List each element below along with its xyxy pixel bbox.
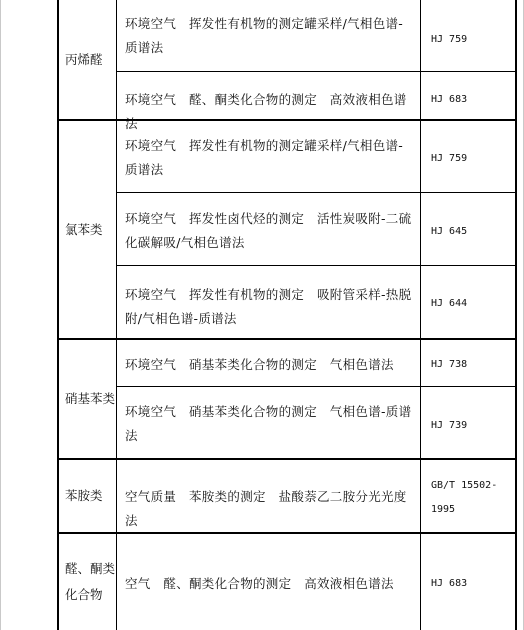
method-text: 空气 醛、酮类化合物的测定 高效液相色谱法 xyxy=(125,576,394,591)
standard-code: HJ 644 xyxy=(431,298,468,309)
method-text: 环境空气 挥发性卤代烃的测定 活性炭吸附-二硫化碳解吸/气相色谱法 xyxy=(125,211,412,250)
column-divider-name xyxy=(116,0,117,630)
method-text: 环境空气 醛、酮类化合物的测定 高效液相色谱法 xyxy=(125,92,407,131)
row-separator xyxy=(116,192,517,193)
standard-code: HJ 739 xyxy=(431,420,468,431)
column-divider-method xyxy=(420,0,421,630)
pollutant-name: 醛、酮类化合物 xyxy=(65,561,116,602)
standard-code: HJ 683 xyxy=(431,94,468,105)
row-separator xyxy=(116,386,517,387)
group-separator xyxy=(57,458,517,460)
table-border-right xyxy=(515,0,517,630)
method-text: 环境空气 硝基苯类化合物的测定 气相色谱法 xyxy=(125,357,394,372)
standard-code: HJ 759 xyxy=(431,153,468,164)
standard-code: GB/T 15502-1995 xyxy=(431,480,498,515)
method-text: 环境空气 挥发性有机物的测定罐采样/气相色谱-质谱法 xyxy=(125,138,404,177)
pollutant-name: 丙烯醛 xyxy=(65,51,103,67)
pollutant-name: 苯胺类 xyxy=(65,488,103,503)
method-text: 环境空气 挥发性有机物的测定罐采样/气相色谱-质谱法 xyxy=(125,16,404,55)
pollutant-name: 氯苯类 xyxy=(65,221,103,237)
group-separator xyxy=(57,338,517,340)
method-text: 空气质量 苯胺类的测定 盐酸萘乙二胺分光光度法 xyxy=(125,489,407,528)
method-text: 环境空气 挥发性有机物的测定 吸附管采样-热脱附/气相色谱-质谱法 xyxy=(125,287,412,326)
standard-code: HJ 683 xyxy=(431,578,468,589)
page-edge-left xyxy=(0,0,1,630)
method-text: 环境空气 硝基苯类化合物的测定 气相色谱-质谱法 xyxy=(125,404,412,443)
row-separator xyxy=(116,265,517,266)
standard-code: HJ 645 xyxy=(431,226,468,237)
pollutant-name: 硝基苯类 xyxy=(65,391,116,406)
row-separator xyxy=(116,71,517,72)
standard-code: HJ 759 xyxy=(431,34,468,45)
standard-code: HJ 738 xyxy=(431,359,468,370)
